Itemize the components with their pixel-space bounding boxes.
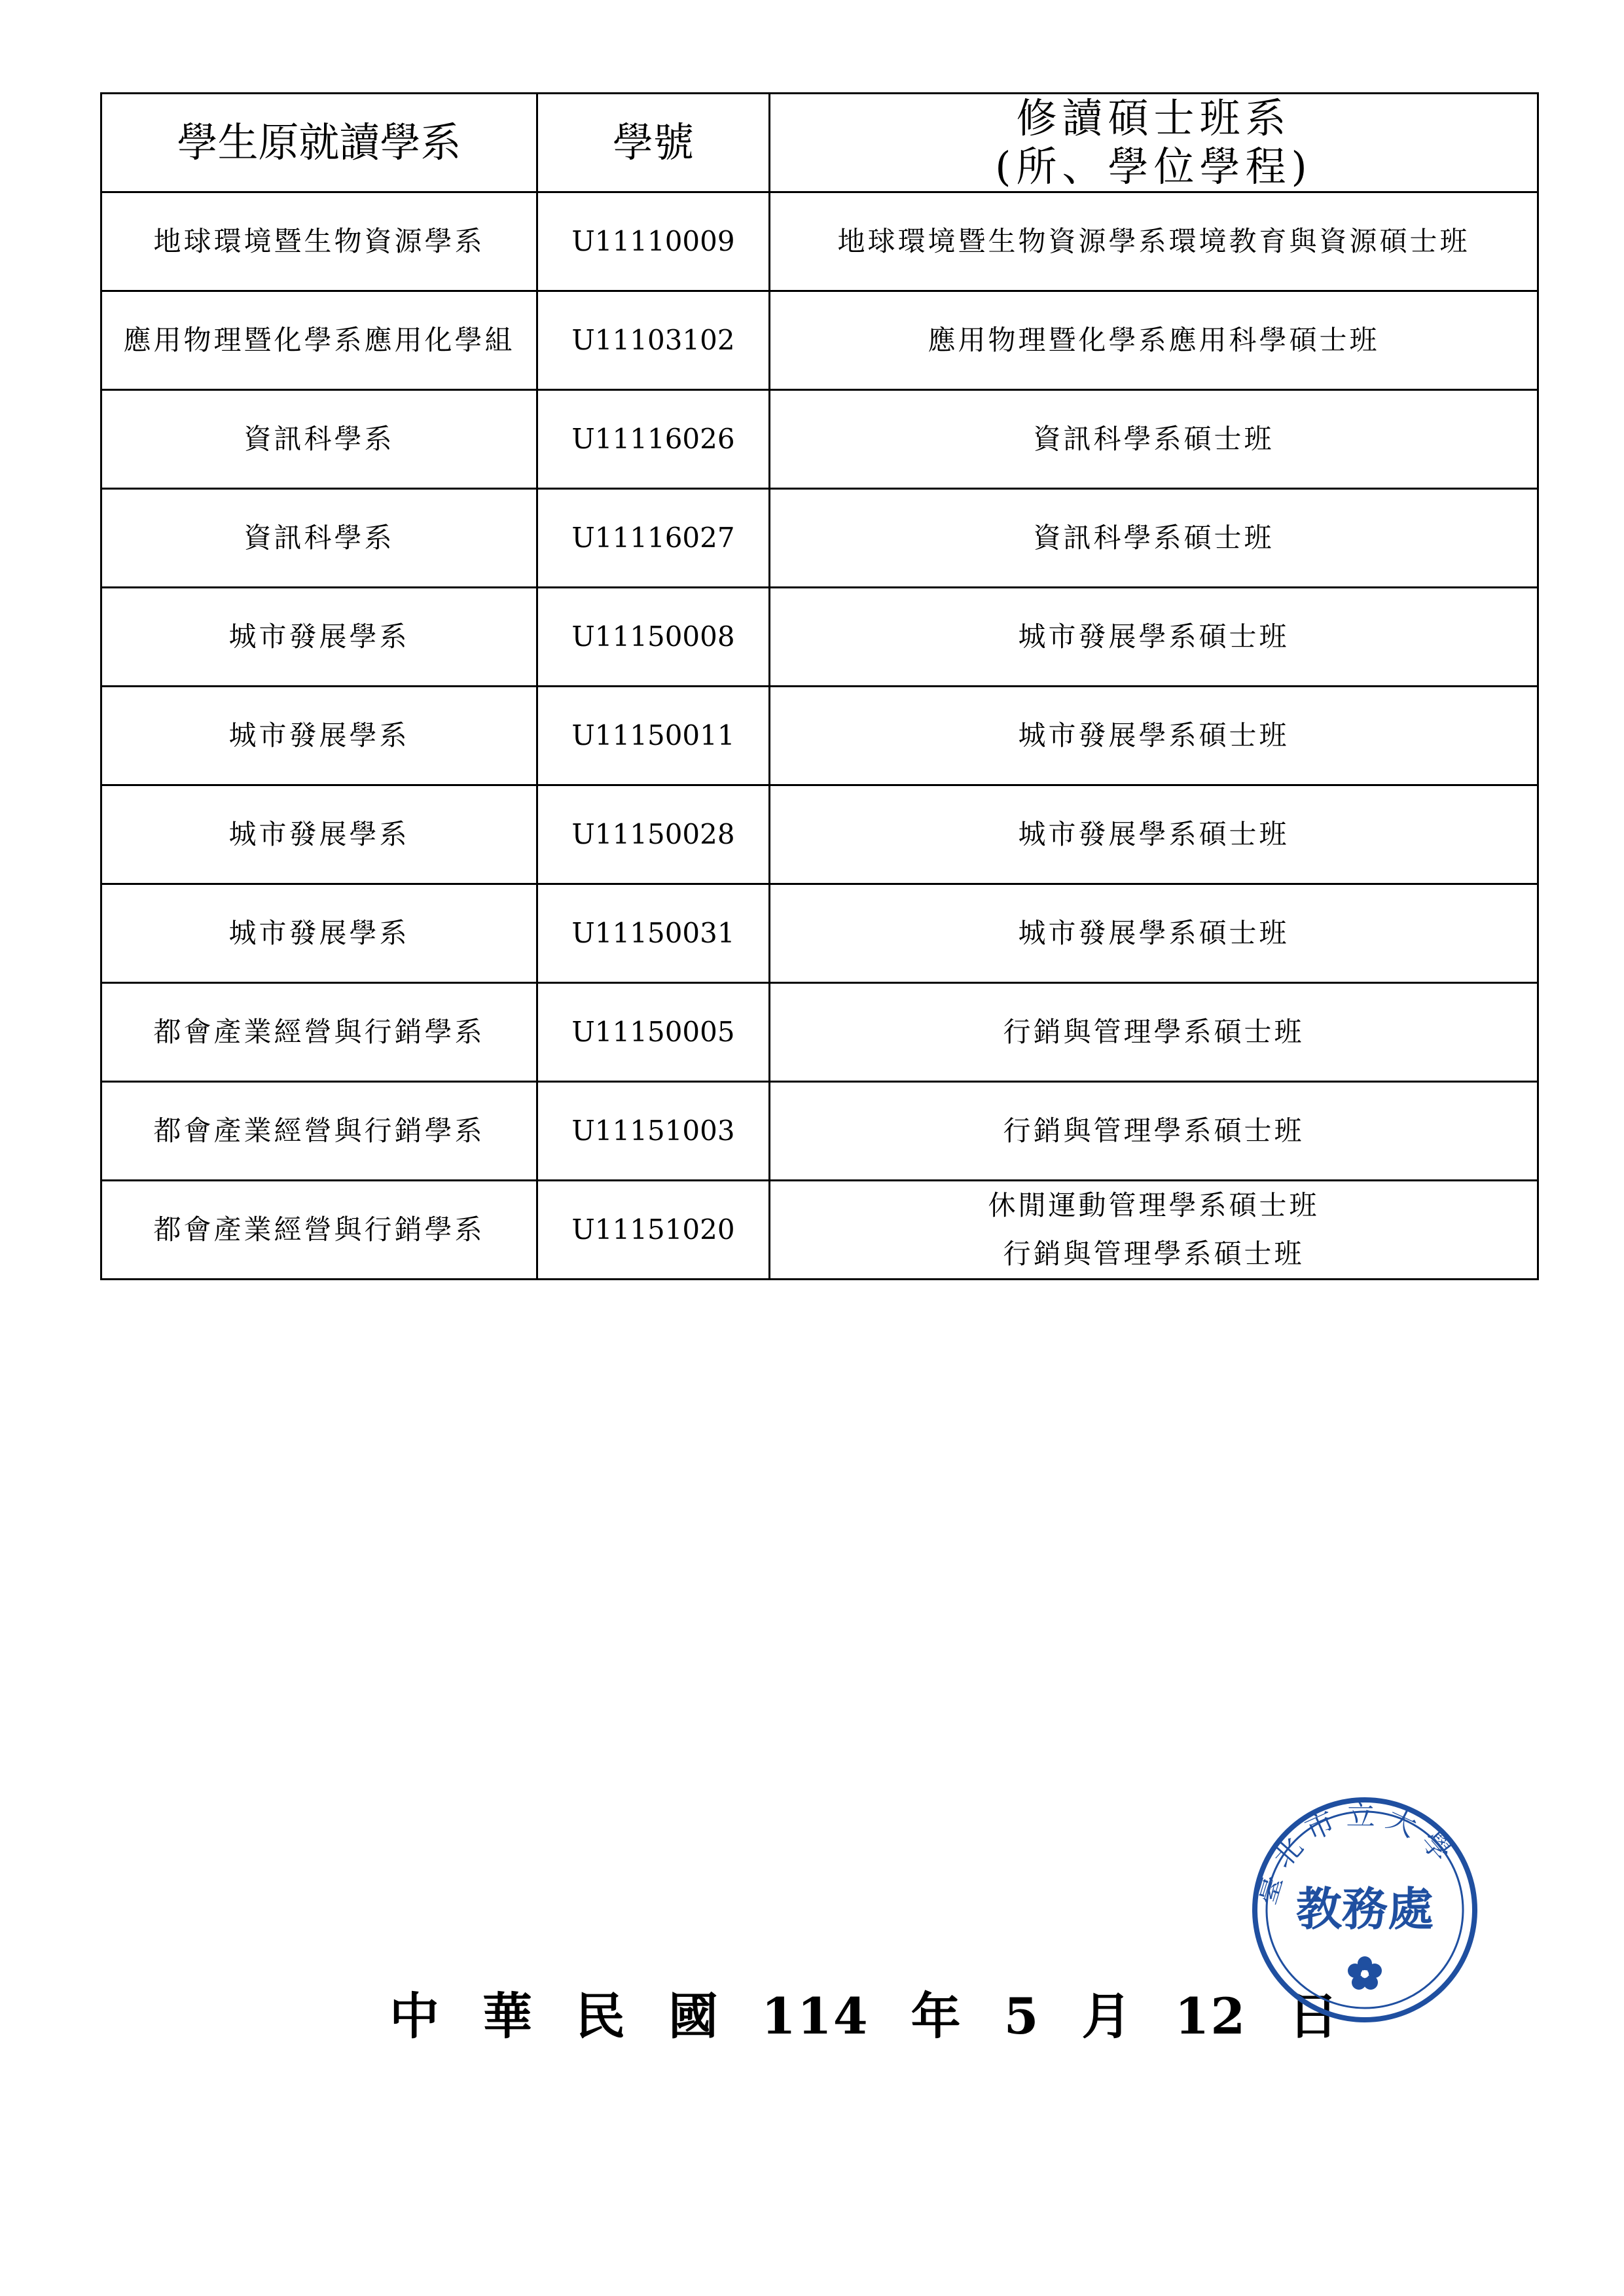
table-row	[101, 884, 1538, 983]
cell-master-program	[770, 1181, 1538, 1280]
table-body	[101, 192, 1538, 1280]
cell-master-program	[770, 1082, 1538, 1181]
program-line: 城市發展學系碩士班	[1018, 620, 1290, 653]
table-row	[101, 489, 1538, 588]
seal-center-text: 教務處	[1296, 1882, 1434, 1936]
cell-original-dept: 都會產業經營與行銷學系	[101, 1181, 537, 1280]
cell-student-id: U11150031	[537, 884, 770, 983]
cell-student-id: U11103102	[537, 291, 770, 390]
date-token: 中	[389, 1987, 441, 2045]
date-token: 5	[1003, 1987, 1040, 2045]
table-row	[101, 687, 1538, 785]
cell-original-dept: 應用物理暨化學系應用化學組	[101, 291, 537, 390]
students-table	[100, 92, 1539, 1280]
date-token: 民	[575, 1987, 626, 2045]
cell-student-id: U11150008	[537, 588, 770, 687]
seal-arc-text: 臺北市立大學	[1249, 1799, 1465, 1909]
program-line: 應用物理暨化學系應用科學碩士班	[928, 324, 1380, 356]
cell-student-id: U11150005	[537, 983, 770, 1082]
program-line: 休閒運動管理學系碩士班	[988, 1189, 1320, 1221]
header-student-id: 學號	[537, 94, 770, 192]
plum-blossom-icon	[1348, 1956, 1382, 1990]
date-token: 華	[482, 1987, 533, 2045]
program-line: 城市發展學系碩士班	[1018, 818, 1290, 850]
cell-student-id: U11151020	[537, 1181, 770, 1280]
date-token: 12	[1174, 1987, 1247, 2045]
cell-original-dept: 城市發展學系	[101, 588, 537, 687]
program-line: 行銷與管理學系碩士班	[1003, 1238, 1305, 1270]
students-table-container	[100, 92, 1537, 1280]
cell-student-id: U11116026	[537, 390, 770, 489]
program-line: 城市發展學系碩士班	[1018, 719, 1290, 751]
table-row	[101, 291, 1538, 390]
table-row	[101, 1082, 1538, 1181]
cell-master-program	[770, 192, 1538, 291]
program-line: 資訊科學系碩士班	[1033, 423, 1274, 455]
table-row	[101, 390, 1538, 489]
header-program-line1: 修讀碩士班系	[1016, 94, 1291, 142]
cell-student-id: U11150011	[537, 687, 770, 785]
cell-master-program	[770, 785, 1538, 884]
header-program-line2: (所、學位學程)	[995, 143, 1312, 190]
cell-master-program	[770, 390, 1538, 489]
cell-original-dept: 都會產業經營與行銷學系	[101, 1082, 537, 1181]
cell-student-id: U11150028	[537, 785, 770, 884]
table-row	[101, 785, 1538, 884]
cell-master-program	[770, 884, 1538, 983]
cell-original-dept: 城市發展學系	[101, 785, 537, 884]
date-token: 國	[668, 1987, 719, 2045]
program-line: 城市發展學系碩士班	[1018, 917, 1290, 949]
cell-original-dept: 都會產業經營與行銷學系	[101, 983, 537, 1082]
cell-original-dept: 資訊科學系	[101, 390, 537, 489]
roc-date	[389, 1977, 1381, 2048]
cell-master-program	[770, 983, 1538, 1082]
table-row	[101, 588, 1538, 687]
table-row	[101, 983, 1538, 1082]
cell-master-program	[770, 489, 1538, 588]
table-header	[101, 94, 1538, 192]
program-line: 行銷與管理學系碩士班	[1003, 1016, 1305, 1048]
office-seal	[1249, 1794, 1481, 2026]
cell-original-dept: 城市發展學系	[101, 687, 537, 785]
program-line: 資訊科學系碩士班	[1033, 522, 1274, 554]
table-row	[101, 1181, 1538, 1280]
program-line: 地球環境暨生物資源學系環境教育與資源碩士班	[837, 225, 1470, 257]
cell-original-dept: 地球環境暨生物資源學系	[101, 192, 537, 291]
date-token: 日	[1288, 1987, 1340, 2045]
cell-master-program	[770, 291, 1538, 390]
date-token: 年	[911, 1987, 962, 2045]
cell-student-id: U11110009	[537, 192, 770, 291]
cell-master-program	[770, 588, 1538, 687]
program-line: 行銷與管理學系碩士班	[1003, 1115, 1305, 1147]
cell-original-dept: 城市發展學系	[101, 884, 537, 983]
date-token: 月	[1081, 1987, 1133, 2045]
header-master-program	[770, 94, 1538, 192]
cell-master-program	[770, 687, 1538, 785]
cell-student-id: U11116027	[537, 489, 770, 588]
date-token: 114	[761, 1987, 869, 2045]
cell-original-dept: 資訊科學系	[101, 489, 537, 588]
header-original-dept: 學生原就讀學系	[101, 94, 537, 192]
table-row	[101, 192, 1538, 291]
cell-student-id: U11151003	[537, 1082, 770, 1181]
